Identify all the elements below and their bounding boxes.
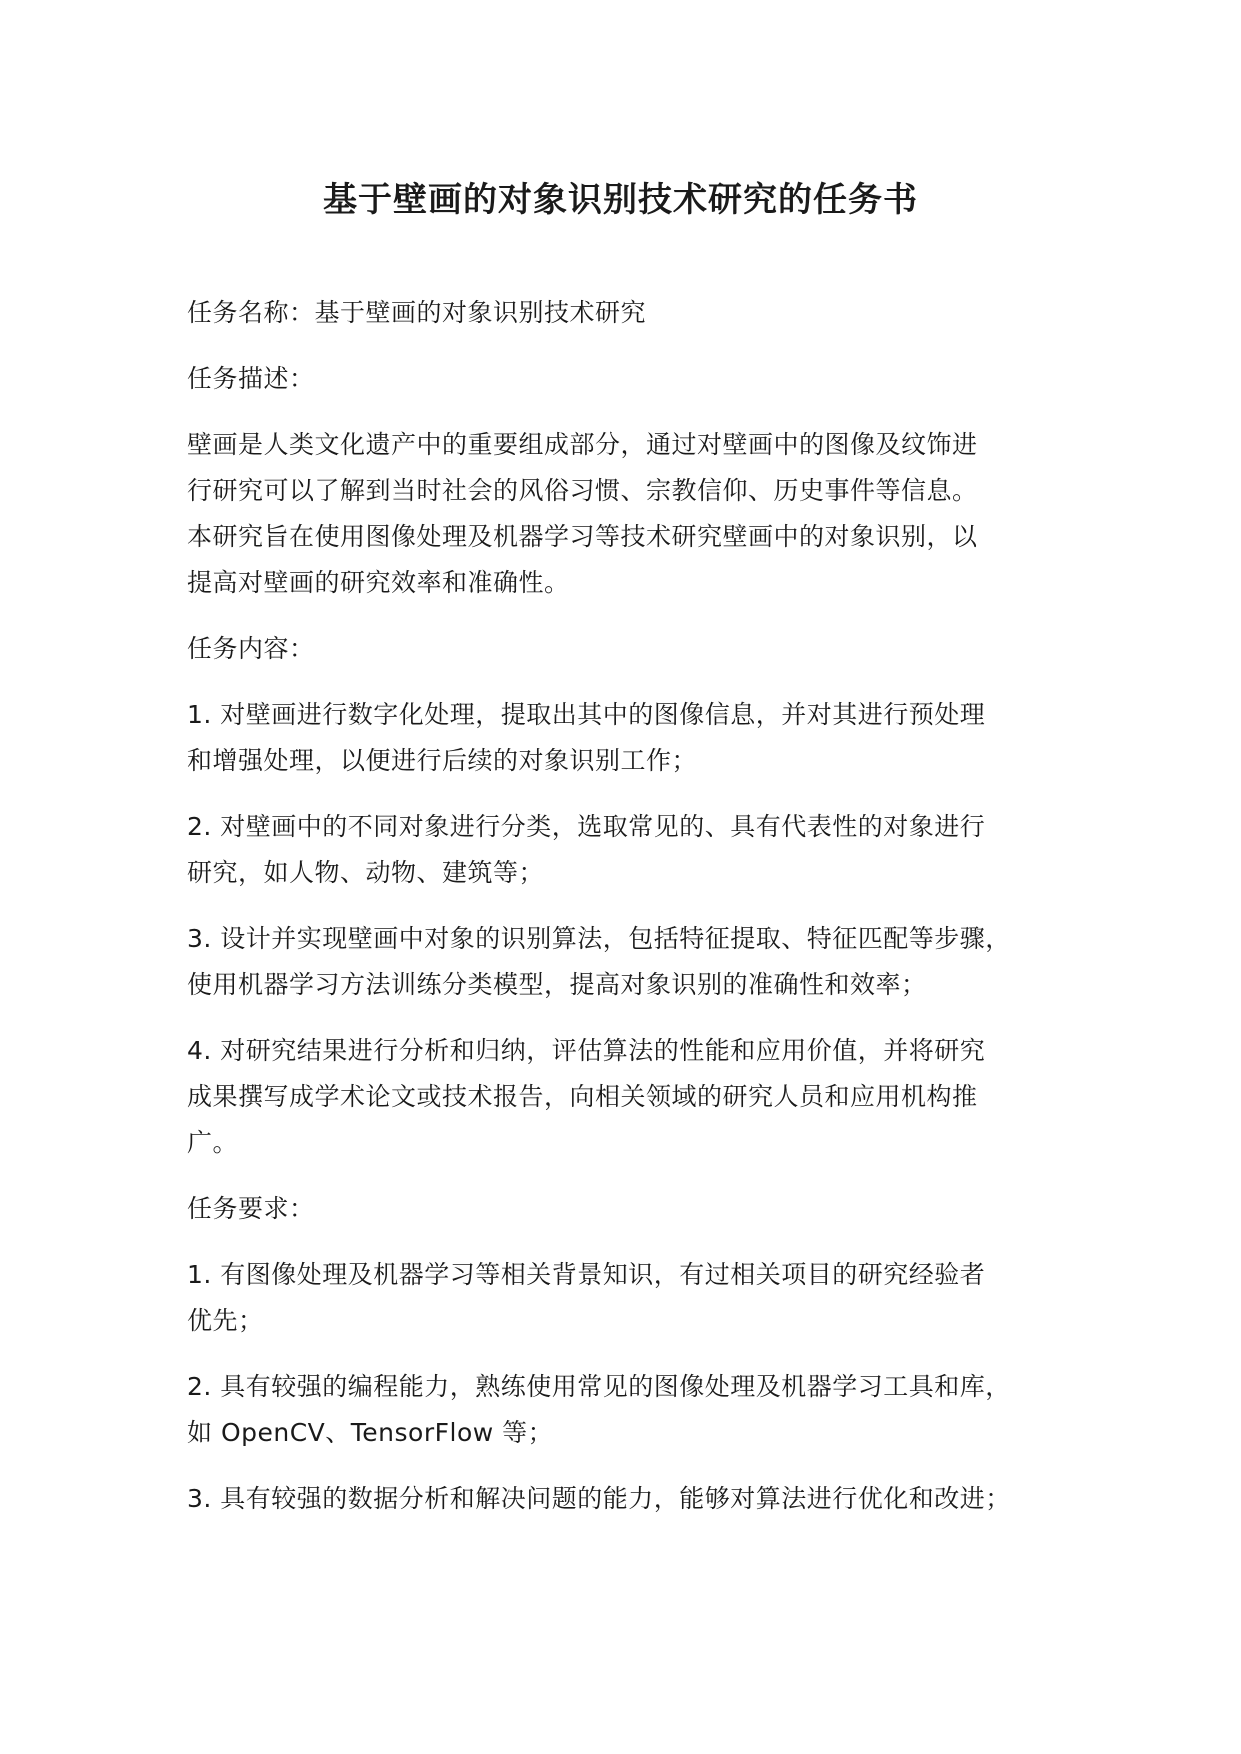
requirement-item-3 (187, 1476, 1087, 1522)
content-line: 和增强处理，以便进行后续的对象识别工作； (187, 746, 698, 775)
description-paragraph (187, 422, 1087, 606)
requirement-line: 2. 具有较强的编程能力，熟练使用常见的图像处理及机器学习工具和库， (187, 1372, 1011, 1401)
description-label: 任务描述： (187, 364, 315, 393)
content-line: 使用机器学习方法训练分类模型，提高对象识别的准确性和效率； (187, 970, 927, 999)
requirement-line: 3. 具有较强的数据分析和解决问题的能力，能够对算法进行优化和改进； (187, 1484, 1011, 1513)
requirement-item-2 (187, 1364, 1087, 1456)
content-line: 广。 (187, 1128, 239, 1157)
description-line: 提高对壁画的研究效率和准确性。 (187, 568, 570, 597)
page-title: 基于壁画的对象识别技术研究的任务书 (323, 180, 918, 220)
content-label: 任务内容： (187, 634, 315, 663)
description-line: 行研究可以了解到当时社会的风俗习惯、宗教信仰、历史事件等信息。 (187, 476, 978, 505)
content-line: 成果撰写成学术论文或技术报告，向相关领域的研究人员和应用机构推 (187, 1082, 978, 1111)
content-item-1 (187, 692, 1087, 784)
requirement-line: 如 OpenCV、TensorFlow 等； (187, 1418, 554, 1447)
content-item-3 (187, 916, 1087, 1008)
document-body (187, 290, 1087, 1542)
task-name: 任务名称：基于壁画的对象识别技术研究 (187, 298, 647, 327)
content-line: 研究，如人物、动物、建筑等； (187, 858, 545, 887)
requirement-line: 1. 有图像处理及机器学习等相关背景知识，有过相关项目的研究经验者 (187, 1260, 986, 1289)
requirement-line: 优先； (187, 1306, 264, 1335)
content-item-2 (187, 804, 1087, 896)
content-line: 1. 对壁画进行数字化处理，提取出其中的图像信息，并对其进行预处理 (187, 700, 986, 729)
requirement-item-1 (187, 1252, 1087, 1344)
content-line: 4. 对研究结果进行分析和归纳，评估算法的性能和应用价值，并将研究 (187, 1036, 986, 1065)
description-line: 壁画是人类文化遗产中的重要组成部分，通过对壁画中的图像及纹饰进 (187, 430, 978, 459)
requirements-label: 任务要求： (187, 1194, 315, 1223)
content-item-4 (187, 1028, 1087, 1166)
description-line: 本研究旨在使用图像处理及机器学习等技术研究壁画中的对象识别，以 (187, 522, 978, 551)
content-line: 2. 对壁画中的不同对象进行分类，选取常见的、具有代表性的对象进行 (187, 812, 986, 841)
content-line: 3. 设计并实现壁画中对象的识别算法，包括特征提取、特征匹配等步骤， (187, 924, 1011, 953)
